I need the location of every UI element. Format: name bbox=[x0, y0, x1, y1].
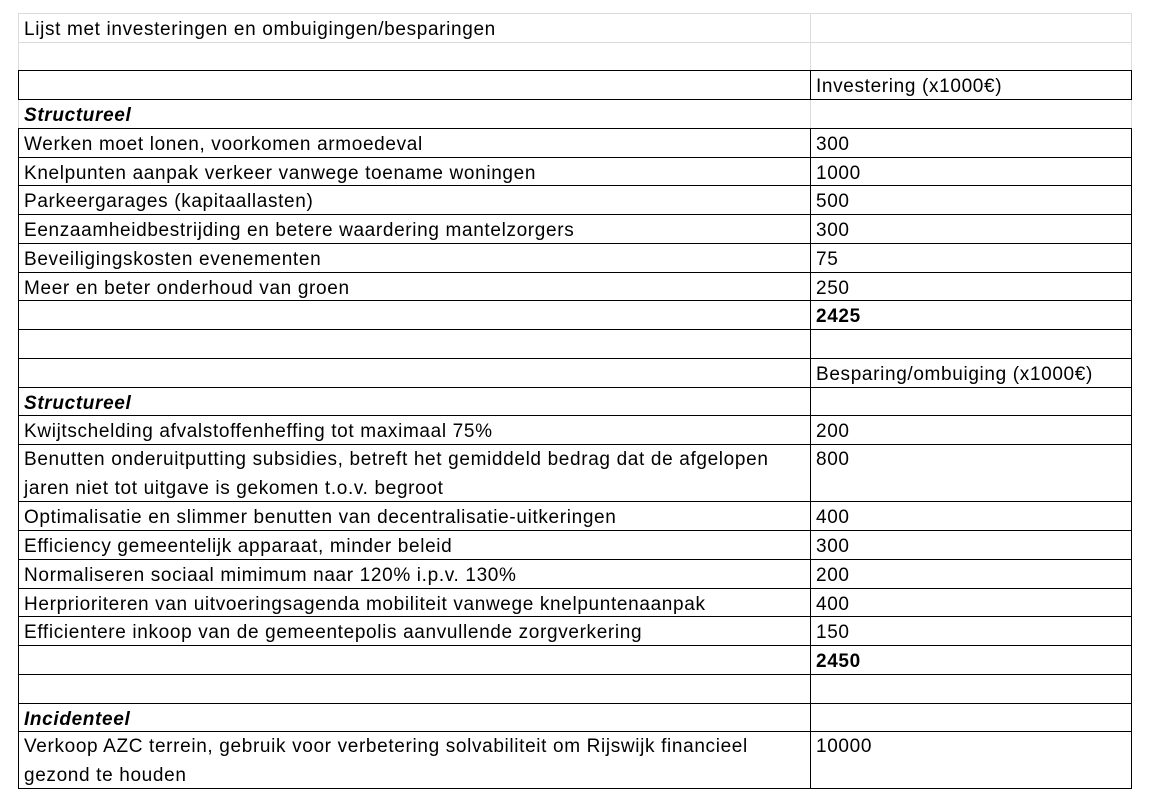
table-row bbox=[18, 415, 1132, 444]
item-value[interactable]: 300 bbox=[811, 215, 1132, 243]
item-value[interactable]: 250 bbox=[811, 273, 1132, 301]
table-row bbox=[18, 588, 1132, 617]
spreadsheet-table bbox=[18, 13, 1132, 789]
item-label[interactable]: Parkeergarages (kapitaallasten) bbox=[18, 186, 811, 214]
item-value[interactable]: 300 bbox=[811, 531, 1132, 559]
title-row bbox=[18, 13, 1132, 42]
savings-total[interactable]: 2450 bbox=[811, 646, 1132, 674]
empty-cell[interactable] bbox=[18, 71, 811, 99]
item-value[interactable]: 300 bbox=[811, 129, 1132, 157]
investment-column-header[interactable]: Investering (x1000€) bbox=[811, 71, 1132, 99]
table-row bbox=[18, 616, 1132, 645]
item-label[interactable]: Benutten onderuitputting subsidies, betreft het gemiddeld bedrag dat de afgelopen jaren niet tot uitgave is gekomen t.o.v. begroot bbox=[18, 445, 811, 501]
table-row bbox=[18, 272, 1132, 301]
item-label[interactable]: Verkoop AZC terrein, gebruik voor verbetering solvabiliteit om Rijswijk financieel gezond te houden bbox=[18, 732, 811, 787]
investment-total[interactable]: 2425 bbox=[811, 301, 1132, 329]
empty-cell[interactable] bbox=[811, 43, 1132, 71]
item-value[interactable]: 75 bbox=[811, 244, 1132, 272]
table-row bbox=[18, 501, 1132, 530]
document-title[interactable]: Lijst met investeringen en ombuigingen/besparingen bbox=[18, 14, 811, 42]
item-label[interactable]: Eenzaamheidbestrijding en betere waardering mantelzorgers bbox=[18, 215, 811, 243]
table-row bbox=[18, 128, 1132, 157]
empty-cell[interactable] bbox=[18, 301, 811, 329]
table-row bbox=[18, 444, 1132, 501]
table-row bbox=[18, 214, 1132, 243]
section-label[interactable]: Structureel bbox=[18, 388, 811, 416]
empty-cell[interactable] bbox=[811, 100, 1132, 128]
item-value[interactable]: 800 bbox=[811, 445, 1132, 501]
empty-cell[interactable] bbox=[811, 675, 1132, 703]
item-label[interactable]: Optimalisatie en slimmer benutten van decentralisatie-uitkeringen bbox=[18, 502, 811, 530]
section-label[interactable]: Structureel bbox=[18, 100, 811, 128]
item-value[interactable]: 400 bbox=[811, 589, 1132, 617]
item-value[interactable]: 400 bbox=[811, 502, 1132, 530]
item-label[interactable]: Herprioriteren van uitvoeringsagenda mobiliteit vanwege knelpuntenaanpak bbox=[18, 589, 811, 617]
item-value[interactable]: 1000 bbox=[811, 158, 1132, 186]
item-label[interactable]: Meer en beter onderhoud van groen bbox=[18, 273, 811, 301]
empty-cell[interactable] bbox=[18, 330, 811, 358]
savings-total-row bbox=[18, 645, 1132, 674]
table-row bbox=[18, 559, 1132, 588]
empty-row bbox=[18, 674, 1132, 703]
table-row bbox=[18, 731, 1132, 788]
empty-cell[interactable] bbox=[18, 675, 811, 703]
table-row bbox=[18, 157, 1132, 186]
item-label[interactable]: Werken moet lonen, voorkomen armoedeval bbox=[18, 129, 811, 157]
empty-cell[interactable] bbox=[811, 14, 1132, 42]
section-row-structureel-investments bbox=[18, 99, 1132, 128]
empty-cell[interactable] bbox=[18, 43, 811, 71]
item-label[interactable]: Kwijtschelding afvalstoffenheffing tot maximaal 75% bbox=[18, 416, 811, 444]
item-label[interactable]: Beveiligingskosten evenementen bbox=[18, 244, 811, 272]
empty-cell[interactable] bbox=[18, 646, 811, 674]
table-row bbox=[18, 185, 1132, 214]
item-value[interactable]: 200 bbox=[811, 416, 1132, 444]
empty-cell[interactable] bbox=[811, 388, 1132, 416]
section-label[interactable]: Incidenteel bbox=[18, 704, 811, 732]
item-label[interactable]: Normaliseren sociaal mimimum naar 120% i.p.v. 130% bbox=[18, 560, 811, 588]
item-value[interactable]: 10000 bbox=[811, 732, 1132, 787]
investment-total-row bbox=[18, 300, 1132, 329]
table-row bbox=[18, 243, 1132, 272]
savings-header-row bbox=[18, 358, 1132, 387]
item-label[interactable]: Efficiency gemeentelijk apparaat, minder beleid bbox=[18, 531, 811, 559]
section-row-structureel-savings bbox=[18, 387, 1132, 416]
investment-header-row bbox=[18, 70, 1132, 99]
table-row bbox=[18, 530, 1132, 559]
empty-row bbox=[18, 42, 1132, 71]
empty-cell[interactable] bbox=[811, 330, 1132, 358]
empty-cell[interactable] bbox=[18, 359, 811, 387]
item-label[interactable]: Knelpunten aanpak verkeer vanwege toename woningen bbox=[18, 158, 811, 186]
item-label[interactable]: Efficientere inkoop van de gemeentepolis aanvullende zorgverkering bbox=[18, 617, 811, 645]
item-value[interactable]: 200 bbox=[811, 560, 1132, 588]
item-value[interactable]: 150 bbox=[811, 617, 1132, 645]
empty-cell[interactable] bbox=[811, 704, 1132, 732]
item-value[interactable]: 500 bbox=[811, 186, 1132, 214]
savings-column-header[interactable]: Besparing/ombuiging (x1000€) bbox=[811, 359, 1132, 387]
empty-row bbox=[18, 329, 1132, 358]
section-row-incidenteel bbox=[18, 703, 1132, 732]
